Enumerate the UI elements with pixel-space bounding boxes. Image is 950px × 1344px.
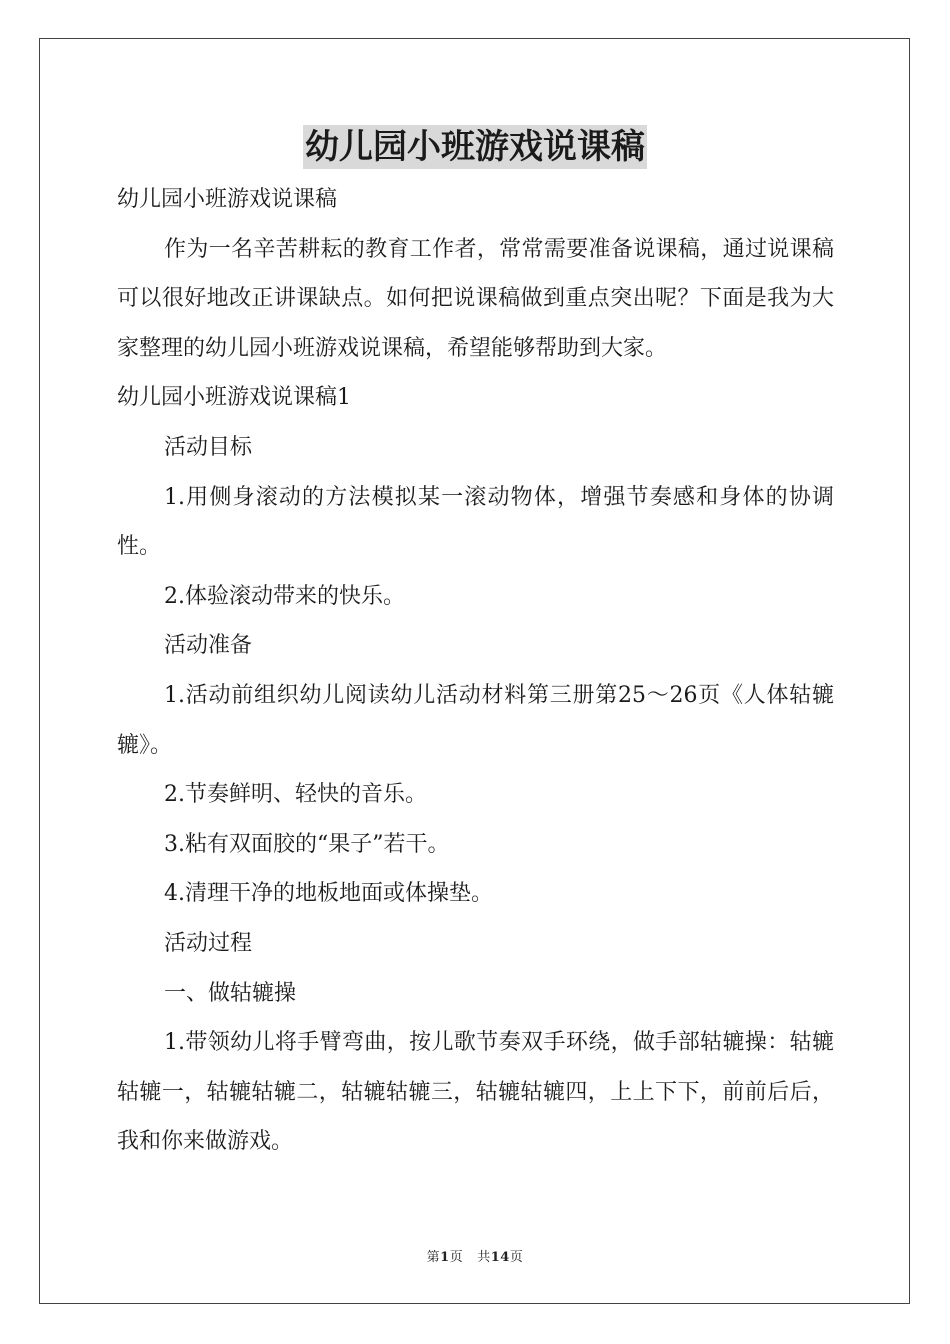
page-footer <box>0 1246 950 1265</box>
paragraph-goal-2: 2.体验滚动带来的快乐。 <box>164 583 405 609</box>
footer-page-current: 1 <box>440 1250 450 1265</box>
paragraph-prep-1: 1.活动前组织幼儿阅读幼儿活动材料第三册第25～26页《人体轱辘辘》。 <box>117 682 834 758</box>
paragraph-prep-4: 4.清理干净的地板地面或体操垫。 <box>164 881 493 907</box>
footer-page-prefix: 第 <box>426 1250 441 1265</box>
footer-total-prefix: 共 <box>477 1250 491 1265</box>
paragraph-intro: 作为一名辛苦耕耘的教育工作者，常常需要准备说课稿，通过说课稿可以很好地改正讲课缺点。如何把说课稿做到重点突出呢？下面是我为大家整理的幼儿园小班游戏说课稿，希望能够帮助到大家。 <box>117 236 834 361</box>
paragraph-goal-1: 1.用侧身滚动的方法模拟某一滚动物体，增强节奏感和身体的协调性。 <box>117 484 834 560</box>
document-body <box>117 175 834 1167</box>
document-title-text: 幼儿园小班游戏说课稿 <box>305 127 645 167</box>
paragraph-subtitle: 幼儿园小班游戏说课稿 <box>117 187 338 212</box>
document-title <box>0 122 950 172</box>
footer-page-total: 14 <box>490 1250 510 1265</box>
footer-page-suffix: 页 <box>449 1250 464 1265</box>
footer-total-suffix: 页 <box>509 1250 524 1265</box>
paragraph-prep-3: 3.粘有双面胶的“果子”若干。 <box>164 831 450 857</box>
paragraph-heading-process: 活动过程 <box>164 930 253 956</box>
paragraph-heading-goals: 活动目标 <box>164 434 253 460</box>
paragraph-prep-2: 2.节奏鲜明、轻快的音乐。 <box>164 782 427 808</box>
paragraph-process-1: 1.带领幼儿将手臂弯曲，按儿歌节奏双手环绕，做手部轱辘操：轱辘轱辘一，轱辘轱辘二，轱辘轱辘三，轱辘轱辘四，上上下下，前前后后，我和你来做游戏。 <box>117 1030 834 1155</box>
paragraph-section-heading: 幼儿园小班游戏说课稿1 <box>117 385 351 411</box>
paragraph-heading-prep: 活动准备 <box>164 633 253 659</box>
paragraph-process-step-heading: 一、做轱辘操 <box>164 980 297 1006</box>
